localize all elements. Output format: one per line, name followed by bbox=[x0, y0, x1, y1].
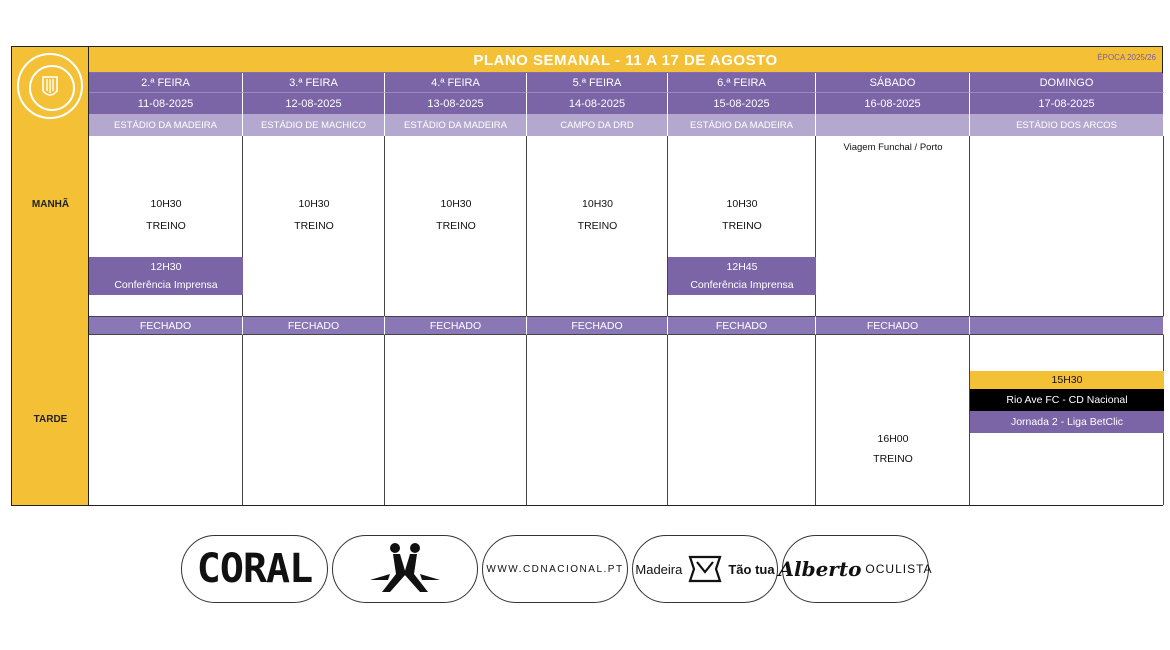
press-conference-time: 12H45 bbox=[668, 259, 816, 275]
afternoon-cell bbox=[668, 335, 816, 505]
morning-cell bbox=[816, 136, 970, 316]
page-title: PLANO SEMANAL - 11 A 17 DE AGOSTO bbox=[473, 51, 778, 69]
kappa-logo-icon bbox=[360, 540, 450, 598]
afternoon-time: 16H00 bbox=[877, 433, 909, 445]
afternoon-status: FECHADO bbox=[243, 316, 385, 335]
press-conference-label: Conferência Imprensa bbox=[668, 277, 816, 293]
day-venue: CAMPO DA DRD bbox=[527, 114, 668, 136]
day-date: 12-08-2025 bbox=[243, 92, 385, 114]
morning-activity: TREINO bbox=[294, 220, 334, 232]
afternoon-status: FECHADO bbox=[816, 316, 970, 335]
tao-tua-label: Tão tua bbox=[728, 561, 775, 577]
day-date: 14-08-2025 bbox=[527, 92, 668, 114]
day-date: 16-08-2025 bbox=[816, 92, 970, 114]
day-venue bbox=[816, 114, 970, 136]
morning-time: 10H30 bbox=[440, 198, 472, 210]
afternoon-status: FECHADO bbox=[668, 316, 816, 335]
afternoon-cell bbox=[385, 335, 527, 505]
day-date: 17-08-2025 bbox=[970, 92, 1164, 114]
row-label-morning: MANHÃ bbox=[31, 198, 70, 210]
website-label: WWW.CDNACIONAL.PT bbox=[486, 563, 624, 575]
oculista-label: OCULISTA bbox=[865, 562, 933, 576]
club-crest-icon bbox=[17, 53, 83, 119]
sponsor-kappa bbox=[332, 535, 478, 603]
day-weekday: 6.ª FEIRA bbox=[668, 73, 816, 92]
day-date: 11-08-2025 bbox=[89, 92, 243, 114]
afternoon-cell bbox=[816, 335, 970, 505]
morning-activity: TREINO bbox=[722, 220, 762, 232]
match-teams: Rio Ave FC - CD Nacional bbox=[970, 389, 1164, 411]
day-weekday: 4.ª FEIRA bbox=[385, 73, 527, 92]
title-bar bbox=[89, 47, 1162, 73]
afternoon-status: FECHADO bbox=[89, 316, 243, 335]
madeira-label: Madeira bbox=[635, 561, 683, 577]
morning-time: 10H30 bbox=[150, 198, 182, 210]
press-conference-time: 12H30 bbox=[89, 259, 243, 275]
day-venue: ESTÁDIO DA MADEIRA bbox=[668, 114, 816, 136]
day-weekday: DOMINGO bbox=[970, 73, 1164, 92]
alberto-label: Alberto bbox=[778, 557, 862, 581]
match-competition: Jornada 2 - Liga BetClic bbox=[970, 411, 1164, 433]
day-date: 15-08-2025 bbox=[668, 92, 816, 114]
day-venue: ESTÁDIO DA MADEIRA bbox=[89, 114, 243, 136]
day-weekday: 2.ª FEIRA bbox=[89, 73, 243, 92]
day-weekday: 5.ª FEIRA bbox=[527, 73, 668, 92]
sponsor-coral bbox=[181, 535, 328, 603]
morning-activity: TREINO bbox=[577, 220, 618, 232]
day-weekday: SÁBADO bbox=[816, 73, 970, 92]
sponsor-website bbox=[482, 535, 628, 603]
press-conference-label: Conferência Imprensa bbox=[89, 277, 243, 293]
afternoon-cell bbox=[527, 335, 668, 505]
day-venue: ESTÁDIO DE MACHICO bbox=[243, 114, 385, 136]
morning-activity: TREINO bbox=[436, 220, 476, 232]
afternoon-status: FECHADO bbox=[527, 316, 668, 335]
morning-note: Viagem Funchal / Porto bbox=[843, 141, 943, 153]
day-date: 13-08-2025 bbox=[385, 92, 527, 114]
sponsor-madeira bbox=[632, 535, 778, 603]
day-weekday: 3.ª FEIRA bbox=[243, 73, 385, 92]
morning-time: 10H30 bbox=[726, 198, 758, 210]
madeira-flag-icon bbox=[687, 554, 723, 584]
coral-logo: CORAL bbox=[196, 546, 313, 592]
afternoon-activity: TREINO bbox=[873, 453, 913, 465]
morning-cell bbox=[970, 136, 1164, 316]
afternoon-cell bbox=[89, 335, 243, 505]
day-venue: ESTÁDIO DOS ARCOS bbox=[970, 114, 1164, 136]
weekly-plan-board bbox=[11, 46, 1163, 506]
afternoon-status: FECHADO bbox=[385, 316, 527, 335]
morning-time: 10H30 bbox=[582, 198, 613, 210]
row-label-afternoon: TARDE bbox=[33, 413, 68, 425]
season-label: ÉPOCA 2025/26 bbox=[1097, 53, 1156, 62]
afternoon-cell bbox=[243, 335, 385, 505]
match-time: 15H30 bbox=[970, 371, 1164, 389]
morning-time: 10H30 bbox=[298, 198, 330, 210]
sponsor-alberto bbox=[778, 535, 933, 603]
day-venue: ESTÁDIO DA MADEIRA bbox=[385, 114, 527, 136]
afternoon-status bbox=[970, 316, 1164, 335]
morning-activity: TREINO bbox=[146, 220, 186, 232]
sidebar bbox=[12, 47, 89, 505]
